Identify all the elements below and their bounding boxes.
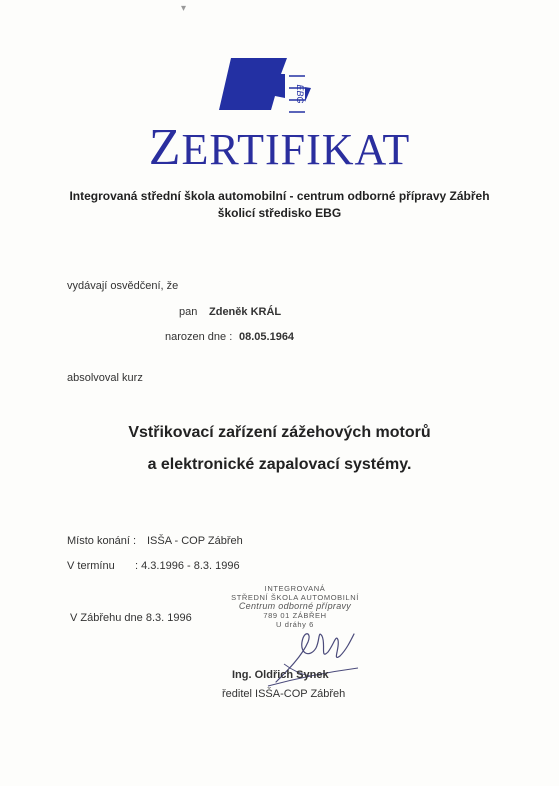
course-line-1: Vstřikovací zařízení zážehových motorů xyxy=(128,424,431,441)
completed-text: absolvoval kurz xyxy=(67,372,143,384)
stamp-line-3: Centrum odborné přípravy xyxy=(238,601,352,611)
title-rest: ERTIFIKAT xyxy=(181,125,411,174)
ebg-logo xyxy=(219,58,311,114)
born-label: narozen dne : xyxy=(165,331,233,343)
ebg-logo-graphic xyxy=(219,58,311,114)
stamp-line-5: U dráhy 6 xyxy=(276,620,314,629)
place-date: V Zábřehu dne 8.3. 1996 xyxy=(70,612,192,624)
term-value: : 4.3.1996 - 8.3. 1996 xyxy=(135,560,240,572)
place-value: ISŠA - COP Zábřeh xyxy=(147,535,243,547)
recipient-name: Zdeněk KRÁL xyxy=(209,306,282,318)
title-initial: Z xyxy=(148,119,182,176)
course-line-2: a elektronické zapalovací systémy. xyxy=(147,456,412,473)
signatory-role: ředitel ISŠA-COP Zábřeh xyxy=(222,688,346,700)
stamp-line-1: INTEGROVANÁ xyxy=(264,584,326,593)
place-label: Místo konání : xyxy=(67,535,137,547)
pan-label: pan xyxy=(179,306,198,318)
issuer-line-1: Integrovaná střední škola automobilní - centrum odborné přípravy Zábřeh xyxy=(69,189,490,203)
stamp-line-4: 789 01 ZÁBŘEH xyxy=(263,611,327,620)
svg-text:EBG: EBG xyxy=(295,84,305,104)
signatory-name: Ing. Oldřich Synek xyxy=(232,669,329,681)
term-label: V termínu xyxy=(67,560,115,572)
intro-text: vydávají osvědčení, že xyxy=(67,280,179,292)
born-date: 08.05.1964 xyxy=(239,331,295,343)
certificate-title xyxy=(0,118,559,177)
stamp-line-2: STŘEDNÍ ŠKOLA AUTOMOBILNÍ xyxy=(231,593,359,602)
scan-mark: ▾ xyxy=(181,3,187,14)
issuer-line-2: školicí středisko EBG xyxy=(217,206,342,220)
